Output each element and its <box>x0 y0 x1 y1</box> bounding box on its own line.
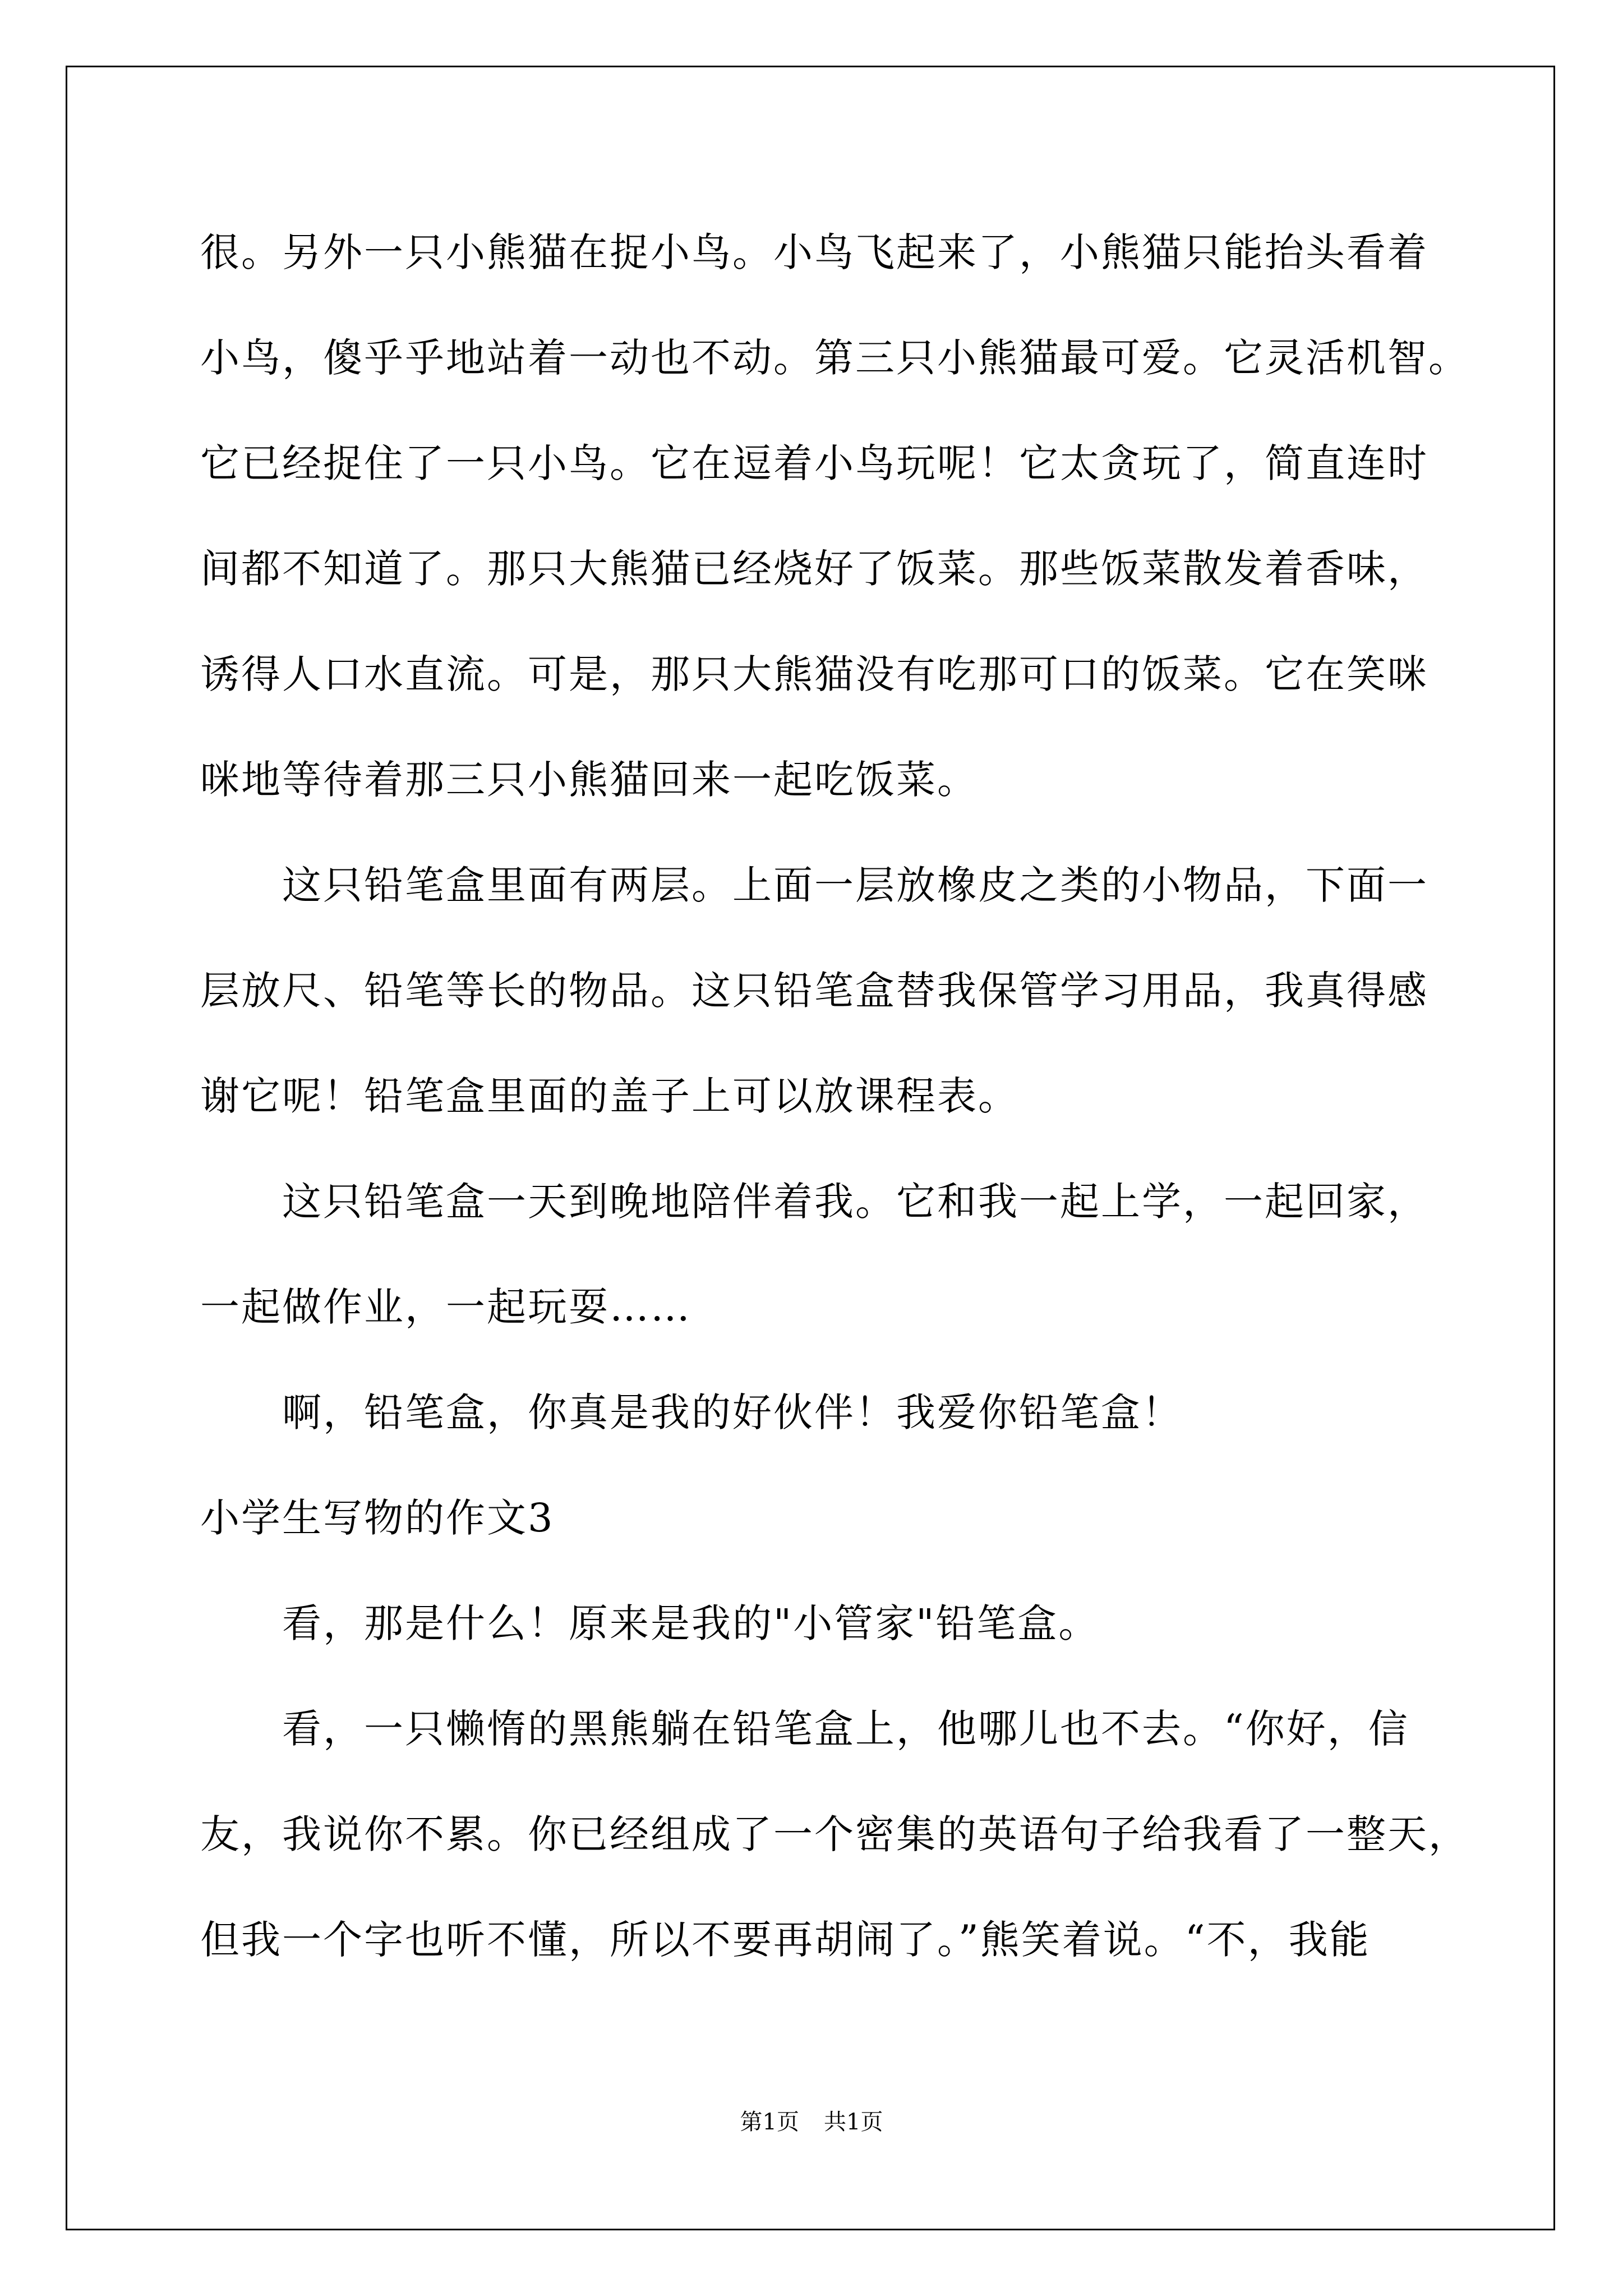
document-body <box>200 222 1469 2014</box>
paragraph-start: 看，一只懒惰的黑熊躺在铅笔盒上，他哪儿也不去。“你好，信 <box>282 1706 1409 1752</box>
paragraph-start: 看，那是什么！原来是我的"小管家"铅笔盒。 <box>282 1600 1100 1646</box>
section-heading: 小学生写物的作文3 <box>200 1495 555 1541</box>
page-footer <box>0 2108 1623 2136</box>
text-line: 很。另外一只小熊猫在捉小鸟。小鸟飞起来了，小熊猫只能抬头看着 <box>200 229 1428 275</box>
text-line: 咪地等待着那三只小熊猫回来一起吃饭菜。 <box>200 757 978 803</box>
paragraph-start: 啊，铅笔盒，你真是我的好伙伴！我爱你铅笔盒！ <box>282 1389 1183 1435</box>
text-line: 它已经捉住了一只小鸟。它在逗着小鸟玩呢！它太贪玩了，简直连时 <box>200 440 1428 486</box>
text-line: 友，我说你不累。你已经组成了一个密集的英语句子给我看了一整天， <box>200 1811 1469 1857</box>
page-number: 第1页 <box>740 2109 799 2135</box>
text-line: 小鸟，傻乎乎地站着一动也不动。第三只小熊猫最可爱。它灵活机智。 <box>200 335 1469 381</box>
text-line: 层放尺、铅笔等长的物品。这只铅笔盒替我保管学习用品，我真得感 <box>200 968 1428 1014</box>
paragraph-start: 这只铅笔盒一天到晚地陪伴着我。它和我一起上学，一起回家， <box>282 1179 1428 1225</box>
text-line: 谢它呢！铅笔盒里面的盖子上可以放课程表。 <box>200 1073 1019 1119</box>
paragraph-start: 这只铅笔盒里面有两层。上面一层放橡皮之类的小物品，下面一 <box>282 862 1428 908</box>
page-total: 共1页 <box>824 2109 883 2135</box>
text-line: 诱得人口水直流。可是，那只大熊猫没有吃那可口的饭菜。它在笑咪 <box>200 651 1428 697</box>
text-line: 但我一个字也听不懂，所以不要再胡闹了。”熊笑着说。“不，我能 <box>200 1917 1371 1963</box>
text-line: 间都不知道了。那只大熊猫已经烧好了饭菜。那些饭菜散发着香味， <box>200 546 1428 592</box>
text-line: 一起做作业，一起玩耍…… <box>200 1284 691 1330</box>
